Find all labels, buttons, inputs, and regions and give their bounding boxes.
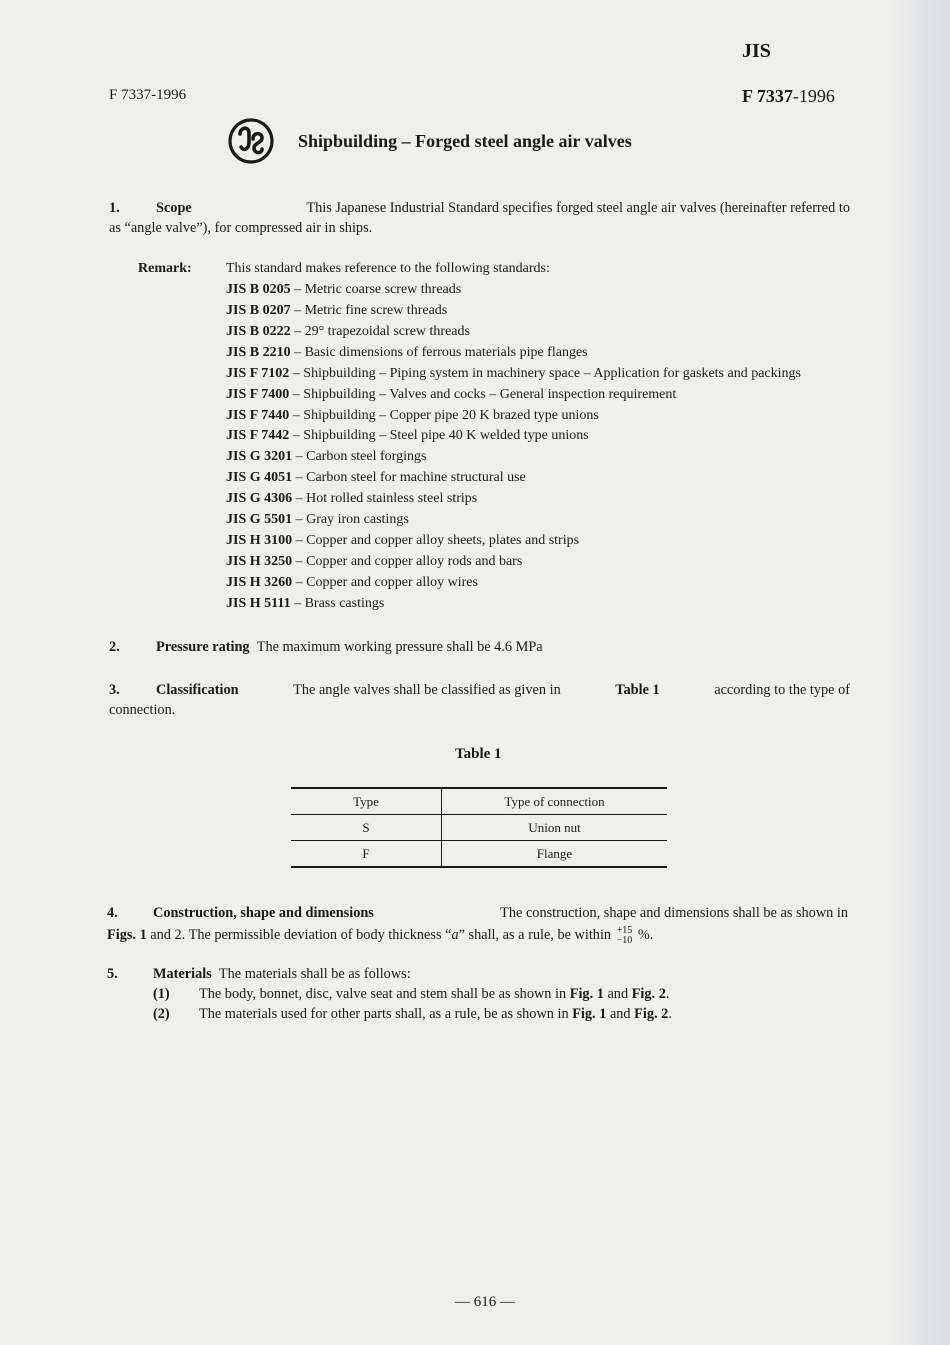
section-materials	[107, 964, 848, 984]
tolerance	[617, 926, 633, 946]
scope-text-1: This Japanese Industrial Standard specifies forged steel angle air valves (hereinafter referred to	[306, 200, 850, 216]
reference-code: JIS G 4306	[226, 491, 293, 506]
section-classification	[109, 680, 850, 720]
reference-title: – Carbon steel for machine structural use	[295, 470, 526, 485]
reference-title: – Carbon steel forgings	[295, 449, 427, 464]
reference-item	[226, 345, 588, 361]
percent-sign: %.	[637, 927, 654, 943]
reference-item	[226, 282, 461, 298]
reference-item	[226, 596, 384, 612]
materials-item-2	[153, 1006, 672, 1023]
section-pressure-rating	[109, 637, 850, 657]
tolerance-plus: +15	[616, 924, 633, 936]
reference-title: – Basic dimensions of ferrous materials pipe flanges	[294, 345, 588, 360]
standard-number-left: F 7337-1996	[109, 87, 187, 103]
reference-code: JIS B 2210	[226, 345, 291, 360]
reference-item	[226, 533, 579, 549]
section-number: 5.	[107, 966, 118, 982]
reference-title: – Copper and copper alloy sheets, plates and strips	[295, 533, 580, 548]
reference-item	[226, 449, 426, 465]
standard-year: -1996	[792, 86, 835, 106]
section-heading: Materials	[153, 966, 212, 982]
reference-title: – Copper and copper alloy wires	[295, 575, 478, 590]
reference-code: JIS F 7102	[226, 366, 290, 381]
reference-item	[226, 324, 470, 340]
item-text: The body, bonnet, disc, valve seat and stem shall be as shown in	[199, 986, 567, 1002]
standard-number-right	[742, 86, 835, 107]
cell-type: S	[291, 815, 442, 841]
conjunction: and	[607, 986, 629, 1002]
reference-code: JIS G 5501	[226, 512, 293, 527]
scope-line-1	[109, 198, 850, 218]
remark-intro: This standard makes reference to the following standards:	[226, 261, 550, 276]
cell-connection: Union nut	[442, 815, 668, 841]
reference-title: – Shipbuilding – Steel pipe 40 K welded type unions	[292, 428, 589, 443]
section-number: 2.	[109, 639, 120, 655]
reference-item	[226, 575, 478, 591]
jis-corner-label: JIS	[742, 40, 771, 62]
reference-title: – 29° trapezoidal screw threads	[294, 324, 470, 339]
reference-title: – Hot rolled stainless steel strips	[295, 491, 478, 506]
item-period: .	[665, 986, 670, 1002]
section-heading: Scope	[156, 200, 192, 216]
reference-code: JIS B 0205	[226, 282, 291, 297]
column-header-type: Type	[291, 788, 442, 815]
construction-line-1	[107, 903, 848, 923]
reference-title: – Copper and copper alloy rods and bars	[295, 554, 523, 569]
reference-item	[226, 554, 522, 570]
table-header-row	[291, 788, 667, 815]
section-heading: Pressure rating	[156, 639, 250, 655]
reference-code: JIS H 3250	[226, 554, 293, 569]
reference-code: JIS B 0222	[226, 324, 291, 339]
materials-item-1	[153, 986, 669, 1003]
table-reference: Table 1	[615, 682, 660, 698]
section-number: 4.	[107, 905, 118, 921]
section-scope	[109, 198, 850, 238]
classification-text-a: The angle valves shall be classified as given in	[293, 682, 561, 698]
section-number: 1.	[109, 200, 120, 216]
construction-text-2a: The permissible deviation of body thickness “	[188, 927, 452, 943]
construction-text-2b: ” shall, as a rule, be within	[458, 927, 612, 943]
cell-type: F	[291, 841, 442, 868]
standard-code: F 7337	[742, 86, 793, 106]
list-number: (2)	[153, 1006, 170, 1022]
reference-code: JIS F 7440	[226, 408, 290, 423]
table-caption: Table 1	[455, 746, 502, 762]
reference-title: – Gray iron castings	[295, 512, 409, 527]
construction-line-2	[107, 925, 848, 946]
page-edge-shadow	[890, 0, 950, 1345]
page-number: — 616 —	[455, 1294, 515, 1310]
scope-text-2: as “angle valve”), for compressed air in ships.	[109, 220, 373, 236]
reference-item	[226, 512, 409, 528]
column-header-connection: Type of connection	[442, 788, 668, 815]
classification-text-2: connection.	[109, 702, 176, 718]
reference-code: JIS F 7442	[226, 428, 290, 443]
reference-item	[226, 470, 526, 486]
remark-label: Remark:	[138, 261, 192, 276]
construction-text-1: The construction, shape and dimensions shall be as shown in	[500, 905, 848, 921]
reference-code: JIS F 7400	[226, 387, 290, 402]
classification-line-1	[109, 680, 850, 700]
section-construction	[107, 903, 848, 946]
figure-number: 2.	[174, 927, 186, 943]
cell-connection: Flange	[442, 841, 668, 868]
reference-title: – Shipbuilding – Copper pipe 20 K brazed type unions	[292, 408, 599, 423]
table-row	[291, 841, 667, 868]
list-number: (1)	[153, 986, 170, 1002]
table-row	[291, 815, 667, 841]
document-title: Shipbuilding – Forged steel angle air valves	[298, 131, 632, 151]
pressure-text: The maximum working pressure shall be 4.6 MPa	[256, 639, 543, 655]
reference-title: – Shipbuilding – Valves and cocks – General inspection requirement	[292, 387, 677, 402]
section-heading: Construction, shape and dimensions	[153, 905, 374, 921]
reference-code: JIS G 3201	[226, 449, 293, 464]
reference-item	[226, 366, 801, 382]
variable-a: a	[451, 927, 459, 943]
reference-item	[226, 408, 599, 424]
materials-text: The materials shall be as follows:	[218, 966, 411, 982]
figure-reference: Figs. 1	[107, 927, 147, 943]
reference-code: JIS H 3100	[226, 533, 293, 548]
reference-item	[226, 491, 477, 507]
connection-type-table	[291, 787, 667, 868]
reference-title: – Brass castings	[294, 596, 385, 611]
figure-reference: Fig. 2	[631, 986, 666, 1002]
reference-title: – Shipbuilding – Piping system in machinery space – Application for gaskets and packings	[292, 366, 801, 381]
reference-title: – Metric coarse screw threads	[294, 282, 462, 297]
reference-item	[226, 387, 676, 403]
reference-code: JIS G 4051	[226, 470, 293, 485]
reference-code: JIS B 0207	[226, 303, 291, 318]
item-text: The materials used for other parts shall, as a rule, be as shown in	[199, 1006, 569, 1022]
classification-text-b: according to the type of	[714, 682, 850, 698]
conjunction: and	[150, 927, 171, 943]
reference-code: JIS H 3260	[226, 575, 293, 590]
section-number: 3.	[109, 682, 120, 698]
conjunction: and	[609, 1006, 631, 1022]
item-period: .	[668, 1006, 672, 1022]
reference-item	[226, 303, 447, 319]
figure-reference: Fig. 1	[569, 986, 604, 1002]
reference-item	[226, 428, 589, 444]
figure-reference: Fig. 2	[634, 1006, 669, 1022]
section-heading: Classification	[156, 682, 239, 698]
reference-code: JIS H 5111	[226, 596, 291, 611]
jis-mark-icon	[227, 117, 275, 165]
tolerance-minus: −10	[616, 934, 633, 946]
figure-reference: Fig. 1	[572, 1006, 607, 1022]
reference-title: – Metric fine screw threads	[294, 303, 448, 318]
